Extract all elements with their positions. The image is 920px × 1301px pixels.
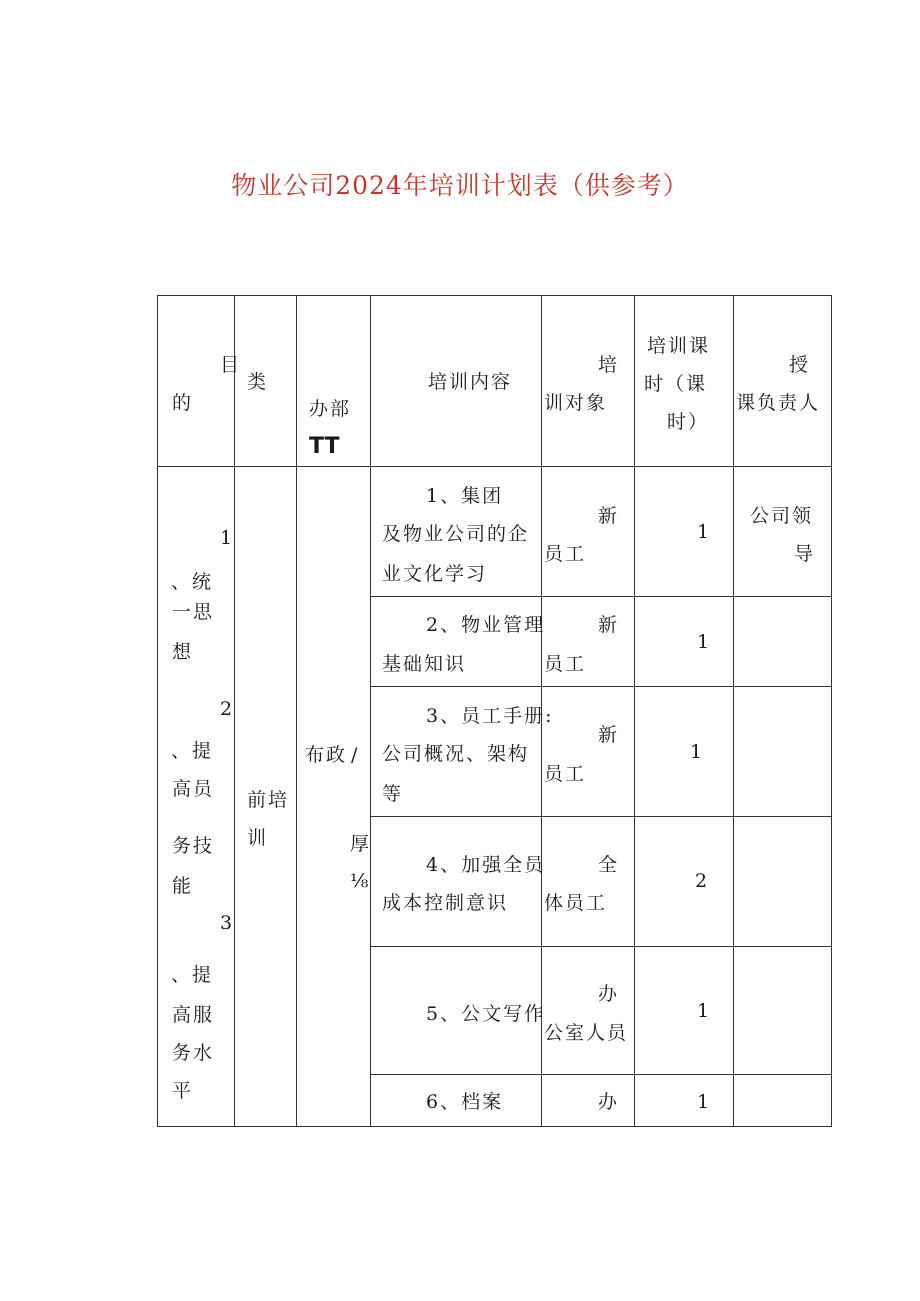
row-target-text: 体员工: [544, 892, 608, 914]
header-purpose-text: 目: [220, 354, 242, 376]
row-target-text: 新: [598, 614, 620, 636]
table-row-6-target: [541, 1074, 635, 1127]
row-content-text: 成本控制意识: [382, 892, 509, 914]
purpose-text: 2: [220, 698, 235, 720]
table-row-6-hours: [634, 1074, 734, 1127]
row-hours-text: 1: [697, 1091, 712, 1113]
header-department-text: TT: [309, 434, 340, 459]
table-row-1-target: [541, 466, 635, 597]
table-row-5-target: [541, 946, 635, 1075]
row-hours-text: 1: [697, 1000, 712, 1022]
row-hours-text: 2: [695, 870, 710, 892]
table-row-4-target: [541, 816, 635, 947]
department-text: 厚: [350, 833, 372, 855]
header-content-text: 培训内容: [428, 371, 513, 393]
row-content-text: 等: [382, 783, 404, 805]
table-row-1-hours: [634, 466, 734, 597]
row-teacher-text: 公司领: [750, 505, 814, 527]
purpose-text: 、统: [171, 571, 214, 593]
department-text: 布政: [305, 744, 348, 766]
purpose-text: 3: [220, 912, 235, 934]
header-department-text: 办部: [309, 398, 352, 420]
row-content-text: 2、物业管理: [426, 614, 546, 636]
row-target-text: 员工: [544, 543, 587, 565]
purpose-text: 、提: [171, 964, 214, 986]
row-target-text: 公室人员: [544, 1022, 629, 1044]
row-content-text: 4、加强全员: [426, 854, 546, 876]
row-content-text: 1、集团: [426, 485, 504, 507]
purpose-text: 务水: [172, 1042, 215, 1064]
purpose-text: 想: [172, 641, 194, 663]
category-text: 前培: [247, 789, 290, 811]
purpose-text: 务技: [172, 835, 215, 857]
row-content-text: 公司概况、架构: [382, 743, 530, 765]
row-target-text: 员工: [544, 763, 587, 785]
page-title: 物业公司2024年培训计划表（供参考）: [231, 171, 689, 200]
table-row-4-hours: [634, 816, 734, 947]
table-row-2-hours: [634, 596, 734, 687]
row-content-text: 及物业公司的企: [382, 523, 530, 545]
row-content-text: 基础知识: [382, 653, 467, 675]
table-row-4-teacher: [733, 816, 832, 947]
purpose-text: 能: [172, 875, 194, 897]
header-teacher-text: 课负责人: [736, 392, 821, 414]
header-target-text: 培: [598, 354, 620, 376]
header-purpose-text: 的: [172, 392, 194, 414]
header-target-text: 训对象: [544, 392, 608, 414]
row-content-text: 业文化学习: [382, 563, 488, 585]
table-row-3-hours: [634, 686, 734, 817]
row-content-text: 6、档案: [426, 1091, 504, 1113]
department-text: ⅛: [350, 870, 371, 892]
header-hours-text: 时）: [667, 411, 710, 433]
header-hours-text: 时（课: [644, 373, 708, 395]
row-hours-text: 1: [690, 741, 705, 763]
department-column-cell: [296, 466, 371, 1127]
header-teacher-text: 授: [789, 354, 811, 376]
header-hours-text: 培训课: [647, 335, 711, 357]
table-row-6-teacher: [733, 1074, 832, 1127]
purpose-text: 高员: [172, 778, 215, 800]
row-target-text: 员工: [544, 653, 587, 675]
row-target-text: 办: [598, 1091, 620, 1113]
row-teacher-text: 导: [794, 543, 816, 565]
header-target-cell: [541, 295, 635, 467]
row-target-text: 全: [598, 854, 620, 876]
category-text: 训: [247, 827, 269, 849]
purpose-text: 平: [172, 1080, 194, 1102]
row-content-text: 5、公文写作: [426, 1003, 546, 1025]
row-hours-text: 1: [697, 631, 712, 653]
table-row-3-teacher: [733, 686, 832, 817]
purpose-text: 、提: [171, 740, 214, 762]
row-hours-text: 1: [697, 521, 712, 543]
purpose-text: 高服: [172, 1004, 215, 1026]
department-text: /: [351, 744, 360, 766]
row-target-text: 新: [598, 724, 620, 746]
row-content-text: 3、员工手册:: [426, 705, 554, 727]
row-target-text: 办: [598, 983, 620, 1005]
row-target-text: 新: [598, 505, 620, 527]
purpose-text: 1: [220, 527, 235, 549]
header-teacher-cell: [733, 295, 832, 467]
table-row-3-target: [541, 686, 635, 817]
table-row-5-teacher: [733, 946, 832, 1075]
purpose-text: 一思: [172, 601, 215, 623]
table-row-5-hours: [634, 946, 734, 1075]
table-row-2-teacher: [733, 596, 832, 687]
header-category-text: 类: [247, 371, 269, 393]
